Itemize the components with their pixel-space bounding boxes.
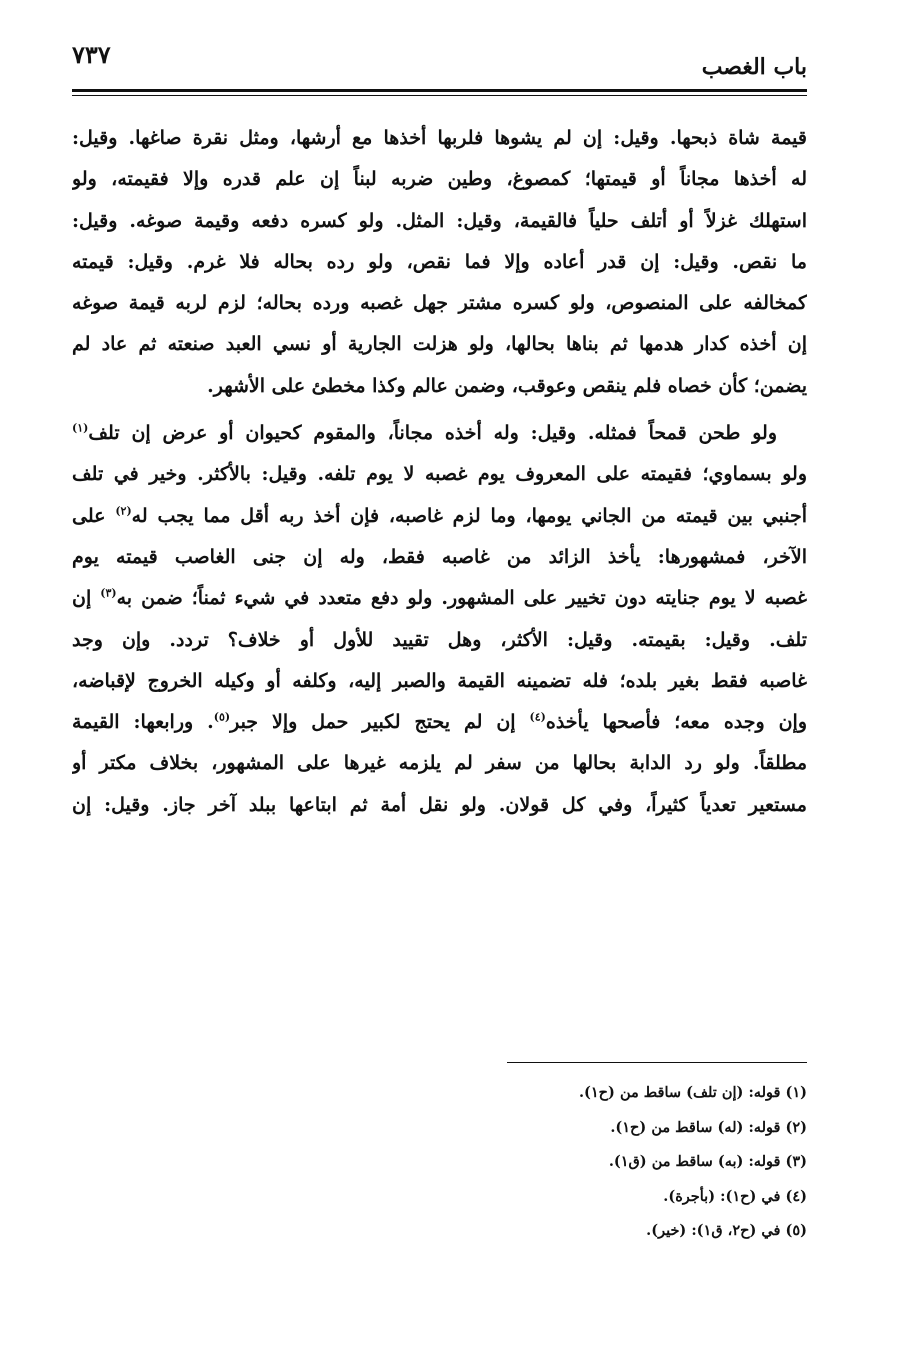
line-text: ولو طحن قمحاً فمثله. وقيل: وله أخذه مجاناً، والمقوم كحيوان أو عرض إن تلف xyxy=(88,422,777,445)
text-line xyxy=(72,578,807,619)
text-line: غاصبه فقط بغير بلده؛ فله تضمينه القيمة والصبر إليه، وكلفه أو وكيله الخروج لإقباضه، xyxy=(72,669,807,692)
page-number: ٧٣٧ xyxy=(72,40,111,69)
text-line: قيمة شاة ذبحها. وقيل: إن لم يشوها فلربها أخذها مع أرشها، ومثل نقرة صاغها. وقيل: xyxy=(72,127,807,149)
footnote-marker: (٢) xyxy=(115,504,132,518)
text-line: يضمن؛ كأن خصاه فلم ينقص وعوقب، وضمن عالم وكذا مخطئ على الأشهر. xyxy=(207,374,807,397)
text-line: إن أخذه كدار هدمها ثم بناها بحالها، ولو هزلت الجارية أو نسي العبد صنعته ثم عاد لم xyxy=(72,333,807,356)
footnote-marker: (٥) xyxy=(213,710,231,724)
footnotes xyxy=(400,1076,807,1249)
text-line: كمخالفه على المنصوص، ولو كسره مشتر جهل غصبه ورده بحاله؛ لزم لربه قيمة صوغه xyxy=(72,292,807,315)
header-rule-thick xyxy=(72,89,807,92)
text-line: مستعير تعدياً كثيراً، وفي كل قولان. ولو نقل أمة ثم ابتاعها ببلد آخر جاز. وقيل: إن xyxy=(72,793,807,816)
line-text: إن لم يحتج لكبير حمل وإلا جبر xyxy=(230,711,530,734)
text-line xyxy=(72,413,807,454)
main-text xyxy=(72,118,807,826)
paragraph-2 xyxy=(72,413,807,826)
text-line: استهلك غزلاً أو أتلف حلياً فالقيمة، وقيل: المثل. ولو كسره دفعه وقيمة صوغه. وقيل: xyxy=(72,209,807,232)
footnote-4: (٤) في (ح١): (بأجرة). xyxy=(663,1187,807,1205)
page-header xyxy=(72,40,807,84)
text-line: الآخر، فمشهورها: يأخذ الزائد من غاصبه فقط، وله إن جنى الغاصب قيمته يوم xyxy=(72,545,807,568)
line-text: وإن وجده معه؛ فأصحها يأخذه xyxy=(545,711,807,734)
footnote-separator xyxy=(507,1062,807,1063)
footnote-5: (٥) في (ح٢، ق١): (خير). xyxy=(646,1222,807,1239)
text-line: ولو بسماوي؛ فقيمته على المعروف يوم غصبه لا يوم تلفه. وقيل: بالأكثر. وخير في تلف xyxy=(72,463,807,486)
text-line: ما نقص. وقيل: إن قدر أعاده وإلا فما نقص، ولو رده بحاله فلا غرم. وقيل: قيمته xyxy=(72,250,807,273)
chapter-title: باب الغصب xyxy=(701,54,807,80)
header-rule-thin xyxy=(72,95,807,96)
text-line: مطلقاً. ولو رد الدابة بحالها من سفر لم يلزمه غيرها على المشهور، بخلاف مكتر أو xyxy=(72,752,807,775)
text-line xyxy=(72,496,807,537)
paragraph-1 xyxy=(72,118,807,407)
footnote-marker: (٣) xyxy=(100,586,117,600)
text-line xyxy=(72,702,807,743)
line-text: على xyxy=(72,504,116,527)
footnote-3: (٣) قوله: (به) ساقط من (ق١). xyxy=(608,1153,807,1170)
line-text: أجنبي بين قيمته من الجاني يومها، وما لزم غاصبه، فإن أخذ ربه أقل مما يجب له xyxy=(131,504,807,527)
line-text: . ورابعها: القيمة xyxy=(72,711,214,734)
footnote-1: (١) قوله: (إن تلف) ساقط من (ح١). xyxy=(578,1084,807,1101)
line-text: إن xyxy=(72,587,101,610)
footnote-2: (٢) قوله: (له) ساقط من (ح١). xyxy=(610,1118,807,1136)
text-line: له أخذها مجاناً أو قيمتها؛ كمصوغ، وطين ضربه لبناً إن علم قدره وإلا فقيمته، ولو xyxy=(72,168,807,191)
footnote-marker: (١) xyxy=(72,421,89,435)
line-text: غصبه لا يوم جنايته دون تخيير على المشهور. ولو دفع متعدد في شيء ثمناً؛ ضمن به xyxy=(116,587,807,610)
text-line: تلف. وقيل: بقيمته. وقيل: الأكثر، وهل تقييد للأول أو خلاف؟ تردد. وإن وجد xyxy=(72,628,807,651)
footnote-marker: (٤) xyxy=(529,710,546,724)
